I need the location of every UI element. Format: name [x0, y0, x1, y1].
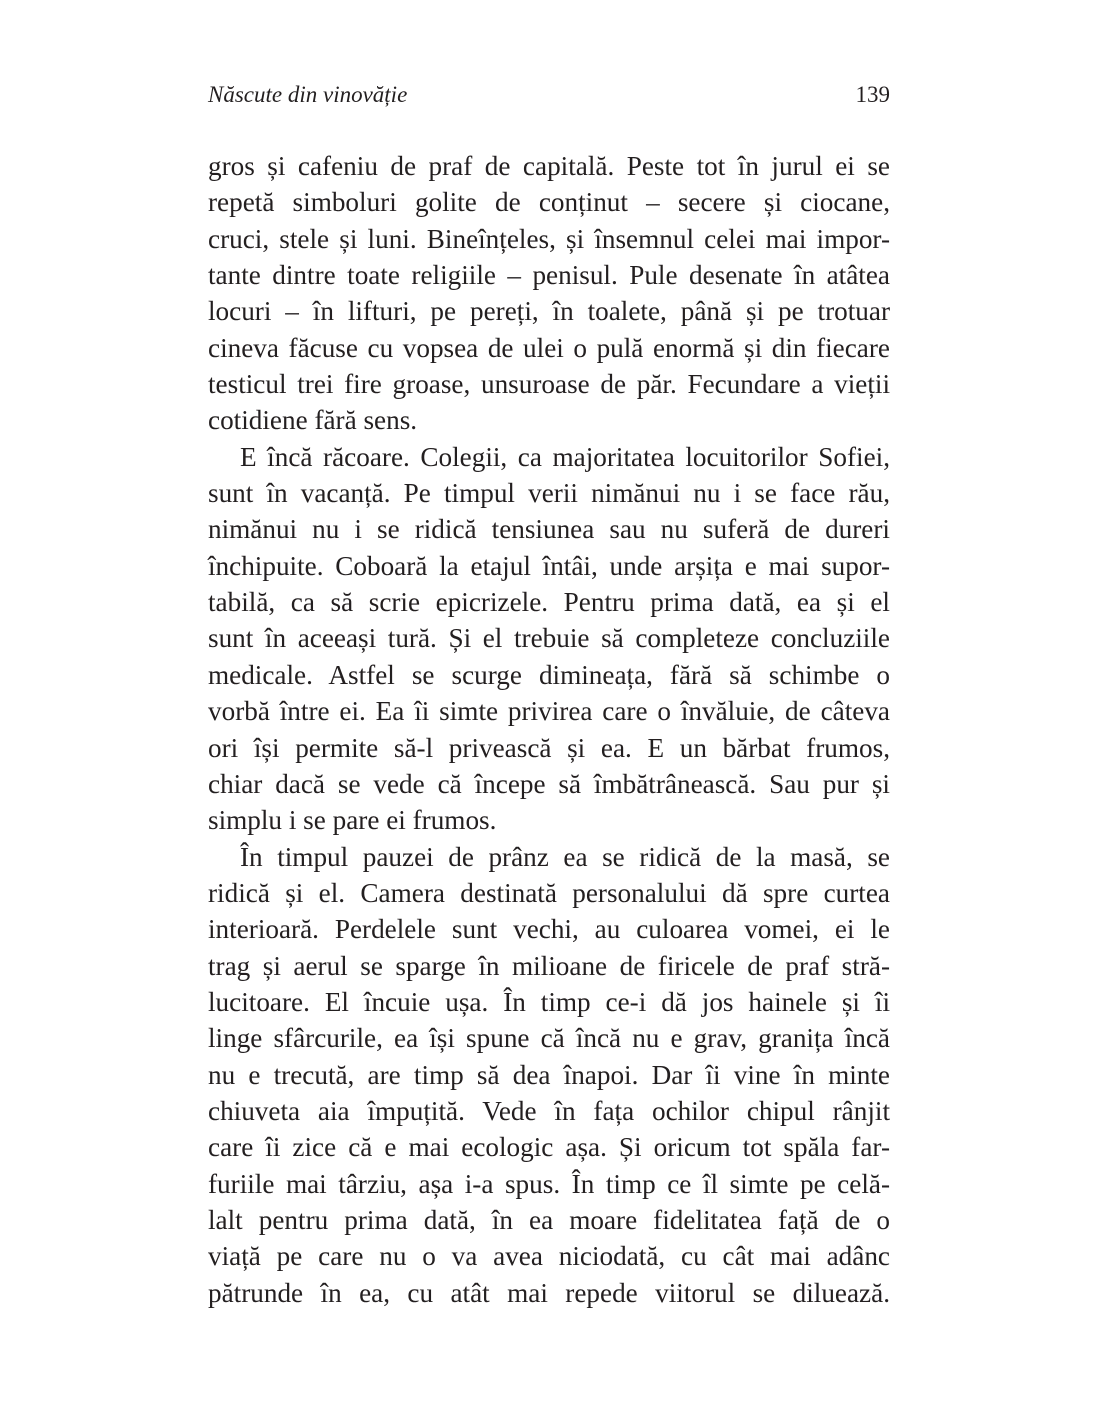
- paragraph: [208, 839, 890, 1311]
- page-header: [208, 82, 890, 116]
- text-line: sunt în aceeași tură. Și el trebuie să completeze concluziile: [208, 623, 890, 654]
- text-line: ori își permite să-l privească și ea. E un bărbat frumos,: [208, 732, 890, 763]
- text-line: gros și cafeniu de praf de capitală. Peste tot în jurul ei se: [208, 151, 890, 181]
- paragraph: [208, 148, 890, 439]
- text-line: tabilă, ca să scrie epicrizele. Pentru prima dată, ea și el: [208, 587, 890, 618]
- text-line: repetă simboluri golite de conținut – secere și ciocane,: [208, 187, 890, 218]
- text-line: lalt pentru prima dată, în ea moare fidelitatea față de o: [208, 1204, 890, 1235]
- running-title: Născute din vinovăție: [208, 82, 408, 107]
- text-line: medicale. Astfel se scurge dimineața, fără să schimbe o: [208, 659, 890, 690]
- text-line: chiar dacă se vede că începe să îmbătrânească. Sau pur și: [208, 768, 890, 799]
- body-text: [208, 148, 890, 1311]
- text-line: închipuite. Coboară la etajul întâi, unde arșița e mai supor-: [208, 550, 890, 581]
- text-line: furiile mai târziu, așa i-a spus. În timp ce îl simte pe celă-: [208, 1168, 890, 1199]
- page-number: 139: [855, 82, 890, 107]
- text-line: testicul trei fire groase, unsuroase de păr. Fecundare a vieții: [208, 369, 890, 400]
- text-line: interioară. Perdelele sunt vechi, au culoarea vomei, ei le: [208, 914, 890, 945]
- text-line: chiuveta aia împuțită. Vede în fața ochilor chipul rânjit: [208, 1095, 890, 1126]
- text-line: nimănui nu i se ridică tensiunea sau nu suferă de dureri: [208, 514, 890, 545]
- text-line: E încă răcoare. Colegii, ca majoritatea locuitorilor Sofiei,: [240, 441, 890, 472]
- text-line: cruci, stele și luni. Bineînțeles, și însemnul celei mai impor-: [208, 223, 890, 254]
- text-line: cineva făcuse cu vopsea de ulei o pulă enormă și din fiecare: [208, 332, 890, 363]
- text-line: simplu i se pare ei frumos.: [208, 805, 497, 836]
- text-line: nu e trecută, are timp să dea înapoi. Dar îi vine în minte: [208, 1059, 890, 1090]
- text-line: care îi zice că e mai ecologic așa. Și oricum tot spăla far-: [208, 1132, 890, 1163]
- text-line: tante dintre toate religiile – penisul. Pule desenate în atâtea: [208, 260, 890, 291]
- text-line: linge sfârcurile, ea își spune că încă nu e grav, granița încă: [208, 1023, 890, 1054]
- text-line: pătrunde în ea, cu atât mai repede viitorul se diluează.: [208, 1277, 890, 1308]
- text-line: locuri – în lifturi, pe pereți, în toalete, până și pe trotuar: [208, 296, 890, 327]
- paragraph: [208, 439, 890, 839]
- text-line: sunt în vacanță. Pe timpul verii nimănui nu i se face rău,: [208, 478, 890, 509]
- text-line: trag și aerul se sparge în milioane de firicele de praf stră-: [208, 950, 890, 981]
- text-line: viață pe care nu o va avea niciodată, cu cât mai adânc: [208, 1241, 890, 1272]
- text-line: ridică și el. Camera destinată personalului dă spre curtea: [208, 877, 890, 908]
- text-line: lucitoare. El încuie ușa. În timp ce-i dă jos hainele și îi: [208, 986, 890, 1017]
- text-line: cotidiene fără sens.: [208, 405, 418, 436]
- text-line: În timpul pauzei de prânz ea se ridică de la masă, se: [240, 841, 890, 872]
- text-line: vorbă între ei. Ea îi simte privirea care o învăluie, de câteva: [208, 696, 890, 727]
